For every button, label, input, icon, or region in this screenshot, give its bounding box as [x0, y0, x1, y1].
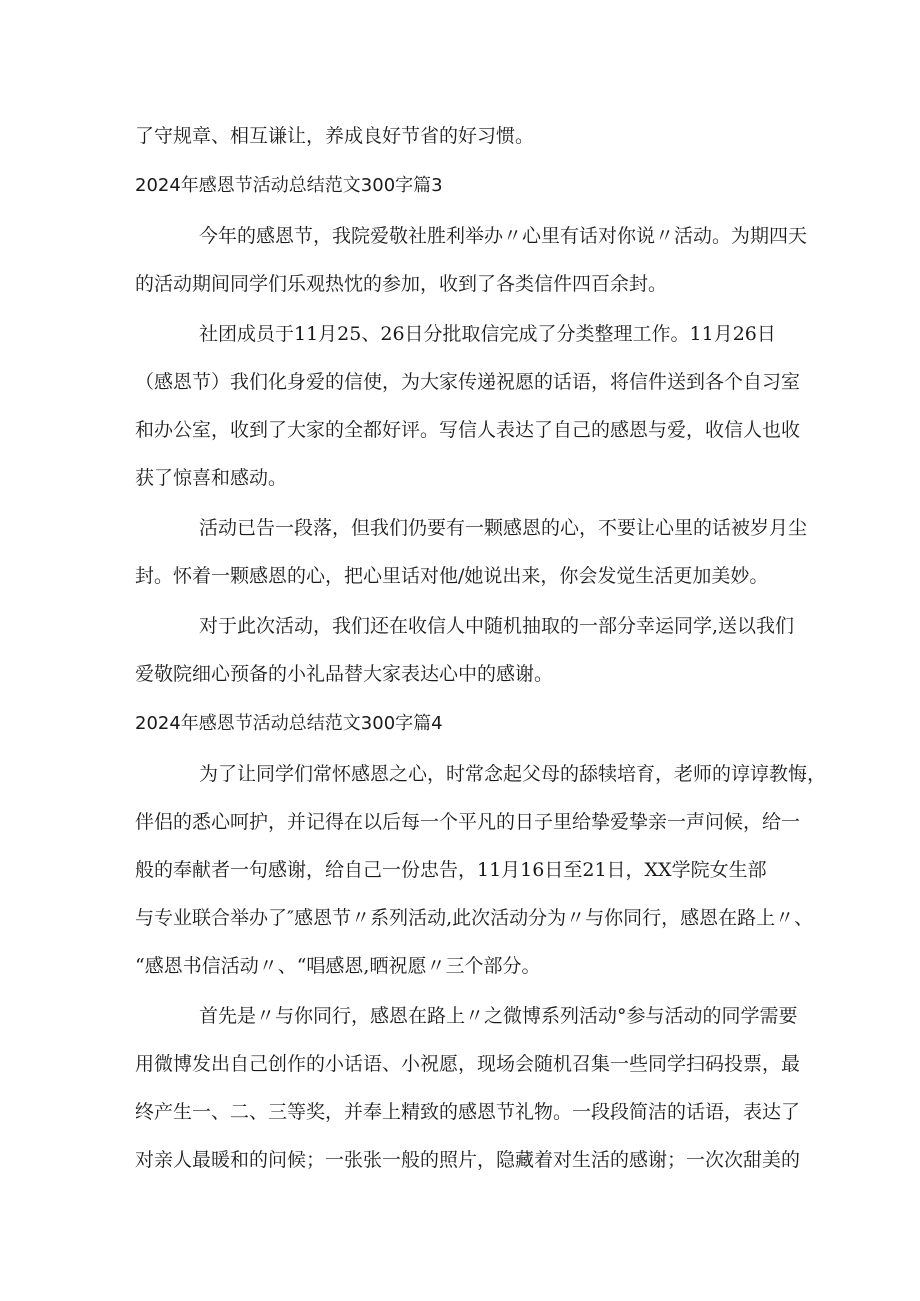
text-line: 封。怀着一颗感恩的心，把心里话对他/她说出来，你会发觉生活更加美妙。: [135, 565, 769, 587]
section-heading-3: 2024年感恩节活动总结范文300字篇3: [135, 175, 443, 196]
section4-paragraph-2: [135, 992, 801, 1184]
text-line: 终产生一、二、三等奖，并奉上精致的感恩节礼物。一段段简洁的话语，表达了: [135, 1101, 801, 1123]
section3-paragraph-2: [135, 310, 801, 502]
text-line: 了守规章、相互谦让，养成良好节省的好习惯。: [135, 125, 535, 147]
text-line: 获了惊喜和感动。: [135, 467, 288, 489]
section4-paragraph-1: [135, 750, 827, 990]
section-heading-4: 2024年感恩节活动总结范文300字篇4: [135, 713, 443, 734]
section3-paragraph-4: [135, 602, 795, 698]
text-line: 活动已告一段落，但我们仍要有一颗感恩的心，不要让心里的话被岁月尘: [199, 517, 808, 539]
intro-paragraph: [135, 112, 795, 160]
text-line: （感恩节）我们化身爱的信使，为大家传递祝愿的话语，将信件送到各个自习室: [135, 371, 801, 393]
text-line: 今年的感恩节，我院爱敬社胜利举办〃心里有话对你说〃活动。为期四天: [199, 225, 808, 247]
text-line: 为了让同学们常怀感恩之心，时常念起父母的舔犊培育，老师的谆谆教悔，: [199, 763, 827, 785]
text-line: 和办公室，收到了大家的全都好评。写信人表达了自己的感恩与爱，收信人也收: [135, 419, 801, 441]
text-line: 爱敬院细心预备的小礼品替大家表达心中的感谢。: [135, 663, 554, 685]
text-line: 首先是〃与你同行，感恩在路上〃之微博系列活动°参与活动的同学需要: [199, 1005, 798, 1027]
text-line: 对亲人最暖和的问候；一张张一般的照片，隐藏着对生活的感谢；一次次甜美的: [135, 1149, 801, 1171]
text-line: “感恩书信活动〃、“唱感恩,晒祝愿〃三个部分。: [135, 955, 541, 977]
text-line: 般的奉献者一句感谢，给自己一份忠告，11月16日至21日，XX学院女生部: [135, 859, 767, 881]
text-line: 与专业联合举办了″感恩节〃系列活动,此次活动分为〃与你同行，感恩在路上〃、: [135, 907, 814, 929]
section3-paragraph-1: [135, 212, 808, 308]
section3-paragraph-3: [135, 504, 808, 600]
text-line: 伴侣的悉心呵护，并记得在以后每一个平凡的日子里给挚爱挚亲一声问候，给一: [135, 811, 801, 833]
document-page: [135, 112, 827, 1186]
text-line: 对于此次活动，我们还在收信人中随机抽取的一部分幸运同学,送以我们: [199, 615, 795, 637]
text-line: 用微博发出自己创作的小话语、小祝愿，现场会随机召集一些同学扫码投票，最: [135, 1053, 801, 1075]
text-line: 的活动期间同学们乐观热忱的参加，收到了各类信件四百余封。: [135, 273, 668, 295]
text-line: 社团成员于11月25、26日分批取信完成了分类整理工作。11月26日: [199, 323, 776, 345]
